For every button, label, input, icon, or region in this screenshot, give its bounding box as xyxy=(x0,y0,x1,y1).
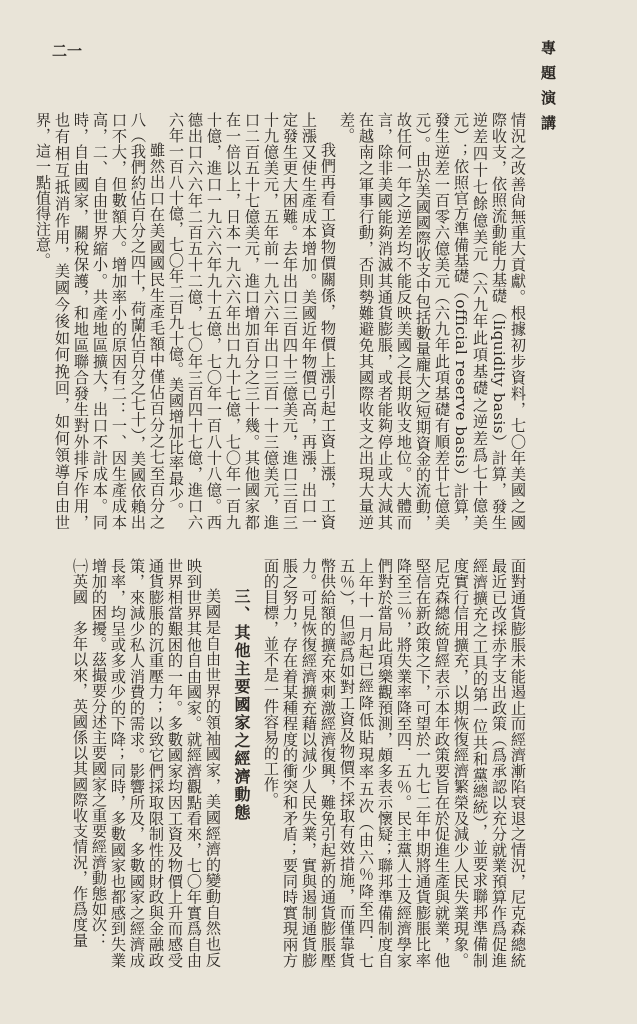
lower-text-block xyxy=(57,558,527,968)
section-heading: 三、其他主要國家之經濟動態 xyxy=(232,588,251,822)
upper-text-block xyxy=(34,112,527,530)
paragraph: 雖然出口在美國國民生產毛額中僅佔百分之七至百分之八（我們約佔百分之四十，荷蘭佔百分之七十），美國依賴出口不大，但數額大。增加率小的原因有二：一、因生產成本高，二、自由世界縮小。共產地區擴大，出口不計成本。同時，自由國家，關稅保護，和地區聯合發生對外排斥作用，也有相互抵消作用，美國今後如何挽回，如何領導自由世界，這一點值得注意。 xyxy=(34,112,166,530)
paragraph: 我們再看工資物價關係，物價上漲引起工資上漲，工資上漲又使生產成本增加。美國近年物價已高，再漲，出口一定發生更大困難。去年出口三百四十三億美元，進口三百三十九億美元，五年前一九六六年出口三百一十三億美元，進口二百五十七億美元，進口增加百分之三十幾。其他國家都在一倍以上，日本一九六六年出口九十七億，七〇年一百九十億，進口一九六六年九十五億，七〇年一百八十八億。西德出口六六年二百五十二億，七〇年三百四十七億，進口六六年一百八十億，七〇年二百九十億。美國增加比率最少。 xyxy=(167,112,337,530)
page-number: 二一 xyxy=(52,42,83,60)
paragraph: 情況之改善尙無重大貢獻。根據初步資料，七〇年美國之國際收支，依照流動能力基礎（liquidity basis）計算，發生逆差四十七餘億美元（六九年此項基礎之逆差爲七十億美元）；依照官方準備基礎（official reserve basis）計算，發生逆差一百零六億美元（六九年此項基礎有順差廿七億美元）。由於美國國際收支中包括數量龐大之短期資金的流動，故任何一年之逆差均不能反映美國之長期收支地位。大體而言，除非美國能夠消滅其通貨膨脹，或者能夠停止或大減其在越南之軍事行動，否則勢難避免其國際收支之出現大量逆差。 xyxy=(338,112,527,530)
paragraph: ㈠英國 多年以來，英國係以其國際收支情況，作爲度量 xyxy=(71,558,89,948)
paragraph: 面對通貨膨脹未能遏止而經濟漸陷衰退之情況，尼克森總統最近已改採赤字支出政策（爲承認以充分就業預算作爲促進經濟擴充之工具的第一位共和黨總統），並要求聯邦準備制度實行信用擴充，以期恢復經濟繁榮及減少人民失業現象。尼克森總統曾經表示本年政策要旨在於促進生產與就業，他堅信在新政策之下，可望於一九七二年中期將通貨膨脹比率降至三％，將失業率降至四．五％。民主黨人士及經濟學家們對於當局此項樂觀預測，頗多表示懷疑；聯邦準備制度自上年十一月起已經降低貼現率五次（由六％降至四．七五％），但認爲如對工資及物價不採取有效措施，而僅靠貨幣供給額的擴充來刺激經濟復興，難免引起新的通貨膨脹壓力。可見恢復經濟擴充藉以減少人民失業，實與遏制通貨膨脹之努力，存在着某種程度的衝突和矛盾；要同時實現兩方面的目標，並不是一件容易的工作。 xyxy=(262,558,527,968)
paragraph: 美國是自由世界的領袖國家，美國經濟的變動自然也反映到世界其他自由國家。就經濟觀點看來，七〇年實爲自由世界相當艱困的一年。多數國家均因工資及物價上升而感受通貨膨脹的沉重壓力；以致它們採取限制性的財政與金融政策，來減少私人消費的需求。影響所及，多數國家之經濟成長率，均呈或多或少的下降；同時，多數國家也都感到失業增加的困擾。茲撮要分述主要國家之重要經濟動態如次： xyxy=(90,558,222,968)
running-header: 專題演講 xyxy=(539,40,557,140)
